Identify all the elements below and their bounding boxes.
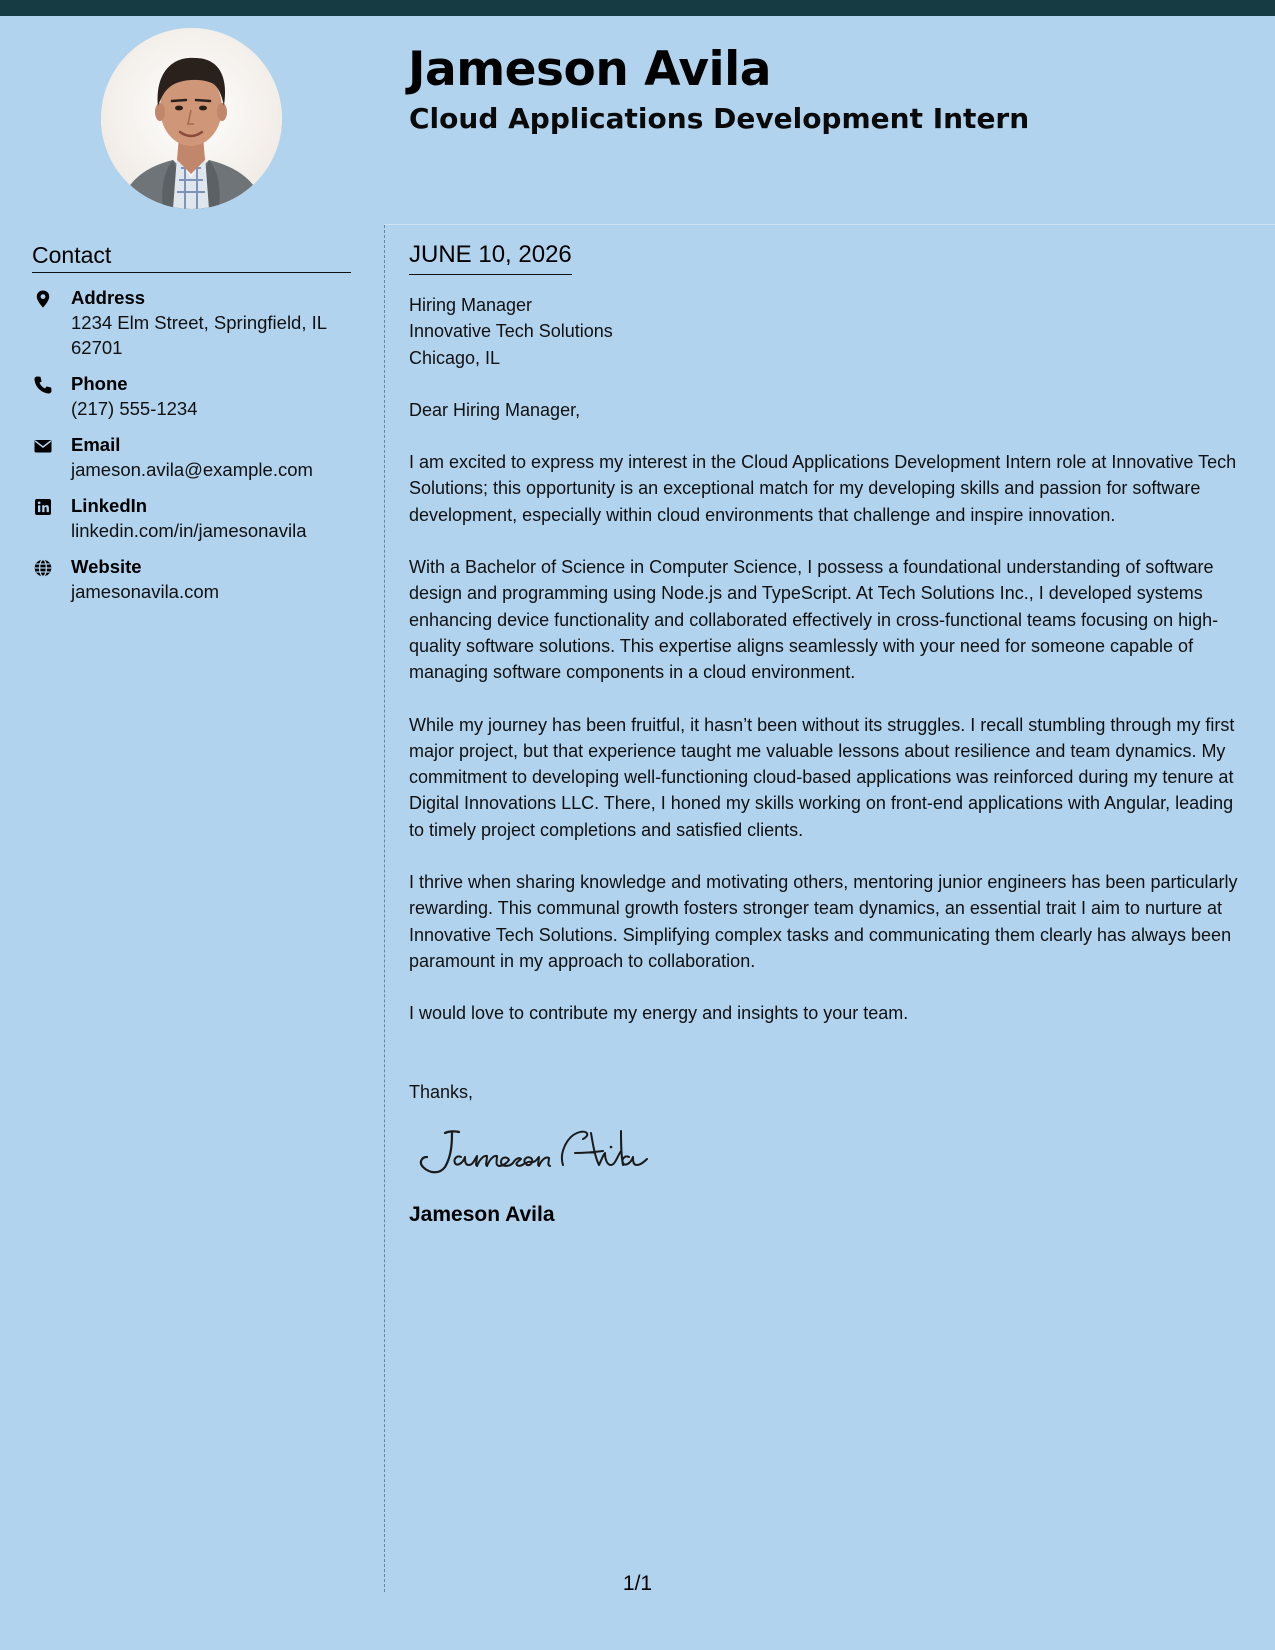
contact-list <box>32 285 351 604</box>
recipient-line: Chicago, IL <box>409 347 501 368</box>
column-divider <box>384 225 385 1592</box>
recipient-block <box>409 292 1247 371</box>
top-bar <box>0 0 1275 16</box>
map-pin-icon <box>33 289 53 309</box>
body-paragraph: I thrive when sharing knowledge and motivating others, mentoring junior engineers has been particularly rewarding. This communal growth fosters stronger team dynamics, an essential trait I aim to nurture at Innovative Tech Solutions. Simplifying complex tasks and communicating them clearly has always been paramount in my approach to collaboration. <box>409 872 1238 971</box>
address-value: 1234 Elm Street, Springfield, IL 62701 <box>71 312 327 358</box>
linkedin-label: LinkedIn <box>71 495 148 516</box>
body-paragraph: While my journey has been fruitful, it hasn’t been without its struggles. I recall stumbling through my first major project, but that experience taught me valuable lessons about resilience and team dynamics. My commitment to developing well-functioning cloud-based applications was reinforced during my tenure at Digital Innovations LLC. There, I honed my skills working on front-end applications with Angular, leading to timely project completions and satisfied clients. <box>409 714 1235 840</box>
contact-item-phone <box>32 371 351 421</box>
envelope-icon <box>33 436 53 456</box>
recipient-line: Hiring Manager <box>409 295 533 315</box>
address-label: Address <box>71 287 146 308</box>
body-paragraph: I would love to contribute my energy and insights to your team. <box>409 1003 909 1024</box>
profile-photo-illustration <box>101 28 282 209</box>
signer-name: Jameson Avila <box>409 1202 555 1226</box>
profile-photo <box>101 28 282 209</box>
applicant-name: Jameson Avila <box>408 42 771 97</box>
header-divider <box>384 224 1275 225</box>
globe-icon <box>33 558 53 578</box>
phone-value[interactable]: (217) 555-1234 <box>71 398 198 419</box>
linkedin-value[interactable]: linkedin.com/in/jamesonavila <box>71 520 307 541</box>
recipient-line: Innovative Tech Solutions <box>409 321 613 342</box>
email-value[interactable]: jameson.avila@example.com <box>71 459 313 480</box>
salutation: Dear Hiring Manager, <box>409 399 581 420</box>
contact-item-email <box>32 432 351 482</box>
website-value[interactable]: jamesonavila.com <box>71 581 220 602</box>
contact-sidebar <box>32 240 351 615</box>
linkedin-icon <box>33 497 53 517</box>
phone-label: Phone <box>71 373 128 394</box>
phone-icon <box>33 375 53 395</box>
handwritten-signature <box>415 1123 665 1181</box>
contact-item-address <box>32 285 351 360</box>
email-label: Email <box>71 434 121 455</box>
job-title: Cloud Applications Development Intern <box>409 102 1030 135</box>
cover-letter <box>409 240 1247 1229</box>
page-number: 1/1 <box>622 1572 653 1595</box>
website-label: Website <box>71 556 142 577</box>
letter-date: JUNE 10, 2026 <box>409 240 572 275</box>
contact-item-website <box>32 554 351 604</box>
body-paragraph: I am excited to express my interest in the Cloud Applications Development Intern role at Innovative Tech Solutions; this opportunity is an exceptional match for my developing skills and passion for software development, especially within cloud environments that challenge and inspire innovation. <box>409 452 1237 525</box>
sign-off: Thanks, <box>409 1081 474 1102</box>
contact-heading: Contact <box>32 240 351 273</box>
contact-item-linkedin <box>32 493 351 543</box>
body-paragraph: With a Bachelor of Science in Computer Science, I possess a foundational understanding of software design and programming using Node.js and TypeScript. At Tech Solutions Inc., I developed systems enhancing device functionality and collaborated effectively in cross-functional teams focusing on high-quality software solutions. This expertise aligns seamlessly with your need for someone capable of managing software components in a cloud environment. <box>409 557 1219 683</box>
